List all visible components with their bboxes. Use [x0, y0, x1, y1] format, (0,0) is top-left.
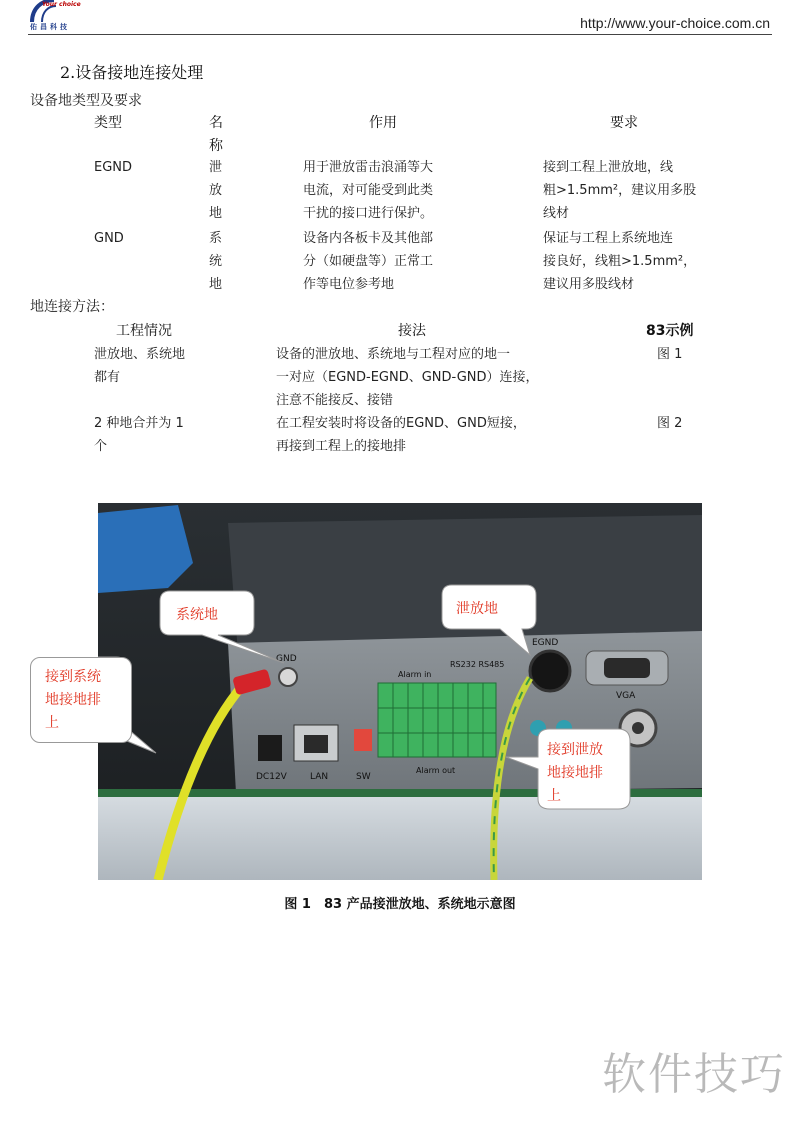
bnc-center: [632, 722, 644, 734]
table2-header-method: 接法: [398, 323, 426, 339]
table1-row2-name: 系统地: [209, 231, 223, 292]
rs-label: RS232 RS485: [450, 660, 505, 669]
section-title: 2.设备接地连接处理: [60, 63, 204, 82]
alarm-in-label: Alarm in: [398, 670, 432, 679]
logo-chinese-text: 佑昌科技: [30, 23, 70, 31]
table2-row1-case: [94, 343, 185, 389]
table1-header-req: 要求: [610, 115, 638, 131]
table2-row2-example: 图 2: [657, 416, 683, 431]
table2-row1-case-line: 都有: [94, 370, 121, 385]
gnd-terminal: [279, 668, 297, 686]
table2-header-case: 工程情况: [116, 323, 172, 339]
callout-to-system-line1: 接到系统: [45, 669, 101, 685]
callout-to-system-bar-box: [30, 657, 132, 743]
dc-jack: [258, 735, 282, 761]
table1-row1-type: EGND: [94, 160, 133, 175]
table1-row1-req: [543, 156, 696, 225]
table1-label: 设备地类型及要求: [30, 93, 142, 109]
table1-row1-use: [303, 156, 433, 225]
table1-header-type: 类型: [94, 115, 122, 131]
callout-to-system-line2: 地接地排: [45, 692, 101, 708]
table1-row1-req-line: 线材: [543, 206, 570, 221]
lan-socket: [304, 735, 328, 753]
callout-discharge-ground-text: 泄放地: [456, 601, 498, 617]
callout-to-discharge-line1: 接到泄放: [547, 742, 603, 758]
sw-label: SW: [356, 772, 371, 782]
figure-caption: 图 1 83 产品接泄放地、系统地示意图: [284, 897, 516, 912]
egnd-label: EGND: [532, 638, 559, 648]
table2-row1-example: 图 1: [657, 347, 683, 362]
table1-row1-use-line: 用于泄放雷击浪涌等大: [303, 160, 434, 175]
table1-row2-req-line: 建议用多股线材: [543, 277, 635, 292]
alarm-out-label: Alarm out: [416, 766, 456, 775]
device-top: [228, 515, 702, 653]
callout-to-system-line3: 上: [45, 715, 59, 731]
table1-row1-use-line: 电流，对可能受到此类: [303, 183, 434, 198]
table2-row1-method-line: 设备的泄放地、系统地与工程对应的地一: [276, 347, 511, 362]
table1-row2-use-line: 分（如硬盘等）正常工: [303, 254, 434, 269]
logo-english-text: Your choice: [42, 1, 81, 8]
lan-label: LAN: [310, 772, 329, 782]
gnd-label: GND: [276, 654, 297, 664]
header-url: http://www.your-choice.com.cn: [580, 15, 770, 31]
table1-row1-name: 泄放地: [209, 160, 223, 221]
table1-row1-req-line: 接到工程上泄放地，线: [543, 160, 674, 175]
table2-row2-case-line: 个: [94, 439, 108, 454]
table1-row2-type: GND: [94, 231, 124, 246]
callout-to-discharge-line2: 地接地排: [547, 765, 603, 781]
table1-row2-req-line: 接良好，线粗>1.5mm²，: [543, 254, 697, 269]
table1-row2-req-line: 保证与工程上系统地连: [543, 231, 674, 246]
table2-row2-case-line: 2 种地合并为 1: [94, 416, 184, 431]
table1-row1-req-line: 粗>1.5mm²，建议用多股: [543, 183, 697, 198]
egnd-post: [530, 651, 570, 691]
device-photo: [98, 503, 702, 880]
vga-socket: [604, 658, 650, 678]
table2-row1-method-line: 注意不能接反、接错: [276, 393, 394, 408]
header-divider: [28, 34, 772, 35]
watermark-text: 软件技巧: [602, 1049, 786, 1100]
dip-switch: [354, 729, 372, 751]
device-illustration: [98, 503, 702, 880]
table1-row2-use-line: 作等电位参考地: [303, 277, 395, 292]
table1-row2-use-line: 设备内各板卡及其他部: [303, 231, 434, 246]
table2-row2-case: [94, 412, 184, 458]
table2-row2-method-line: 再接到工程上的接地排: [276, 439, 407, 454]
table1-row2-use: [303, 227, 433, 296]
callout-to-discharge-line3: 上: [547, 788, 561, 804]
table2-label: 地连接方法：: [30, 299, 114, 315]
table2-row1-case-line: 泄放地、系统地: [94, 347, 186, 362]
table2-row1-method: [276, 343, 539, 412]
table1-header-use: 作用: [369, 115, 397, 131]
table2-row1-method-line: 一对应（EGND-EGND、GND-GND）连接，: [276, 370, 539, 385]
table2-header-example: 83示例: [646, 323, 694, 339]
callout-system-ground-text: 系统地: [176, 607, 218, 623]
alarm-terminal-block: [378, 683, 496, 757]
table2-row2-method-line: 在工程安装时将设备的EGND、GND短接，: [276, 416, 526, 431]
table1-row2-req: [543, 227, 696, 296]
table2-row2-method: [276, 412, 526, 458]
vga-label: VGA: [616, 691, 636, 701]
table1-header-name: 名称: [209, 115, 223, 154]
dc-label: DC12V: [256, 772, 287, 782]
table1-row1-use-line: 干扰的接口进行保护。: [303, 206, 434, 221]
